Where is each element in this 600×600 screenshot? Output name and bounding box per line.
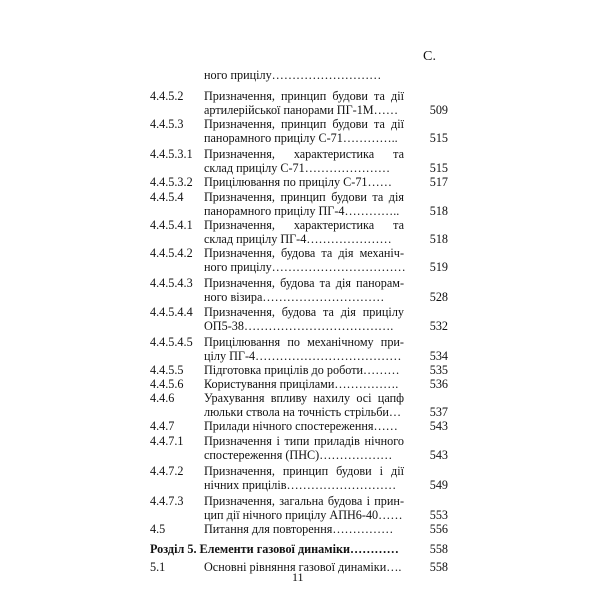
toc-page-number: 558 — [429, 542, 448, 556]
toc-entry-number: 4.4.5.6 — [150, 377, 184, 391]
toc-line — [0, 117, 600, 131]
toc-page-number: 534 — [429, 349, 448, 363]
toc-entry-text: ОП5-38………………………………. — [204, 319, 394, 333]
toc-entry-number: 4.4.5.4.5 — [150, 335, 193, 349]
toc-line — [0, 434, 600, 448]
toc-line — [0, 276, 600, 290]
toc-entry-text: Призначення, характеристика та — [204, 147, 404, 161]
toc-entry-text: ного прицілу……………………… — [204, 68, 382, 82]
toc-line — [0, 131, 600, 145]
page-footer-number: 11 — [292, 570, 304, 584]
toc-entry-text: Прицілювання по механічному при- — [204, 335, 404, 349]
toc-line — [0, 363, 600, 377]
toc-entry-text: склад прицілу С-71………………… — [204, 161, 391, 175]
toc-page-number: 519 — [429, 260, 448, 274]
toc-entry-text: спостереження (ПНС)……………… — [204, 448, 393, 462]
toc-line — [0, 478, 600, 492]
toc-entry-text: панорамного прицілу С-71………….. — [204, 131, 398, 145]
toc-line — [0, 349, 600, 363]
toc-entry-text: Прицілювання по прицілу С-71…… — [204, 175, 392, 189]
toc-entry-text: Основні рівняння газової динаміки…. — [204, 560, 402, 574]
toc-entry-text: Призначення, принцип будови та дія — [204, 190, 404, 204]
toc-entry-number: 5.1 — [150, 560, 166, 574]
toc-line — [0, 391, 600, 405]
toc-entry-text: артилерійської панорами ПГ-1М…… — [204, 103, 399, 117]
toc-line — [0, 89, 600, 103]
toc-line — [0, 232, 600, 246]
toc-entry-text: Користування прицілами……………. — [204, 377, 399, 391]
toc-entry-number: 4.4.5.4.1 — [150, 218, 193, 232]
toc-entry-number: 4.4.5.4.2 — [150, 246, 193, 260]
toc-chapter-title: Розділ 5. Елементи газової динаміки………… — [150, 542, 399, 556]
toc-entry-number: 4.4.6 — [150, 391, 175, 405]
toc-entry-text: склад прицілу ПГ-4………………… — [204, 232, 392, 246]
toc-entry-text: Призначення, принцип будови та дії — [204, 117, 404, 131]
toc-entry-text: цілу ПГ-4……………………………… — [204, 349, 402, 363]
toc-entry-text: Підготовка прицілів до роботи……… — [204, 363, 400, 377]
toc-line — [0, 147, 600, 161]
toc-page-number: 518 — [429, 204, 448, 218]
toc-entry-number: 4.4.7 — [150, 419, 175, 433]
toc-line — [0, 260, 600, 274]
toc-line — [0, 305, 600, 319]
toc-page-number: 535 — [429, 363, 448, 377]
toc-line — [0, 508, 600, 522]
toc-entry-number: 4.4.5.2 — [150, 89, 184, 103]
toc-entry-text: Призначення, принцип будови та дії — [204, 89, 404, 103]
toc-line — [0, 190, 600, 204]
toc-entry-text: цип дії нічного прицілу АПН6-40…… — [204, 508, 403, 522]
toc-entry-number: 4.4.5.3 — [150, 117, 184, 131]
toc-entry-number: 4.4.5.3.1 — [150, 147, 193, 161]
toc-entry-text: панорамного прицілу ПГ-4………….. — [204, 204, 400, 218]
toc-entry-number: 4.4.7.1 — [150, 434, 184, 448]
toc-page-number: 558 — [429, 560, 448, 574]
toc-entry-text: Призначення, загальна будова і прин- — [204, 494, 404, 508]
toc-entry-number: 4.4.5.4 — [150, 190, 184, 204]
toc-line — [0, 246, 600, 260]
toc-line — [0, 103, 600, 117]
toc-page-number: 515 — [429, 131, 448, 145]
toc-line — [0, 448, 600, 462]
toc-page-number: 553 — [429, 508, 448, 522]
toc-line — [0, 290, 600, 304]
toc-line — [0, 419, 600, 433]
toc-line — [0, 522, 600, 536]
toc-entry-text: Призначення, будова та дія прицілу — [204, 305, 404, 319]
toc-entry-text: нічних прицілів……………………… — [204, 478, 397, 492]
toc-entry-text: Урахування впливу нахилу осі цапф — [204, 391, 404, 405]
toc-page-number: 543 — [429, 448, 448, 462]
toc-entry-number: 4.4.7.3 — [150, 494, 184, 508]
toc-entry-text: ного візира………………………… — [204, 290, 385, 304]
toc-entry-text: люльки ствола на точність стрільби… — [204, 405, 402, 419]
toc-entry-number: 4.5 — [150, 522, 166, 536]
toc-entry-number: 4.4.5.4.3 — [150, 276, 193, 290]
toc-entry-text: Призначення, будова та дія механіч- — [204, 246, 404, 260]
toc-entry-text: Призначення і типи приладів нічного — [204, 434, 404, 448]
toc-entry-text: Призначення, будова та дія панорам- — [204, 276, 404, 290]
toc-page-number: 528 — [429, 290, 448, 304]
toc-page-number: 517 — [429, 175, 448, 189]
toc-page-number: 536 — [429, 377, 448, 391]
toc-entry-text: Питання для повторення…………… — [204, 522, 394, 536]
page-column-header: С. — [423, 49, 437, 64]
toc-line — [0, 161, 600, 175]
toc-line — [0, 377, 600, 391]
toc-page-number: 549 — [429, 478, 448, 492]
toc-page-number: 515 — [429, 161, 448, 175]
toc-page-number: 556 — [429, 522, 448, 536]
toc-page-number: 518 — [429, 232, 448, 246]
toc-entry-number: 4.4.7.2 — [150, 464, 184, 478]
toc-entry-text: ного прицілу…………………………… — [204, 260, 406, 274]
toc-entry-number: 4.4.5.3.2 — [150, 175, 193, 189]
toc-page-number: 509 — [429, 103, 448, 117]
toc-entry-text: Прилади нічного спостереження…… — [204, 419, 398, 433]
toc-line — [0, 175, 600, 189]
toc-line — [0, 405, 600, 419]
toc-line — [0, 68, 600, 82]
toc-line — [0, 494, 600, 508]
toc-page-number: 537 — [429, 405, 448, 419]
toc-entry-number: 4.4.5.4.4 — [150, 305, 193, 319]
toc-line — [0, 319, 600, 333]
toc-page-number: 543 — [429, 419, 448, 433]
toc-entry-text: Призначення, принцип будови і дії — [204, 464, 404, 478]
toc-line — [0, 464, 600, 478]
toc-entry-number: 4.4.5.5 — [150, 363, 184, 377]
toc-line — [0, 335, 600, 349]
toc-page-number: 532 — [429, 319, 448, 333]
toc-chapter-line — [0, 542, 600, 556]
toc-entry-text: Призначення, характеристика та — [204, 218, 404, 232]
toc-line — [0, 218, 600, 232]
toc-line — [0, 204, 600, 218]
